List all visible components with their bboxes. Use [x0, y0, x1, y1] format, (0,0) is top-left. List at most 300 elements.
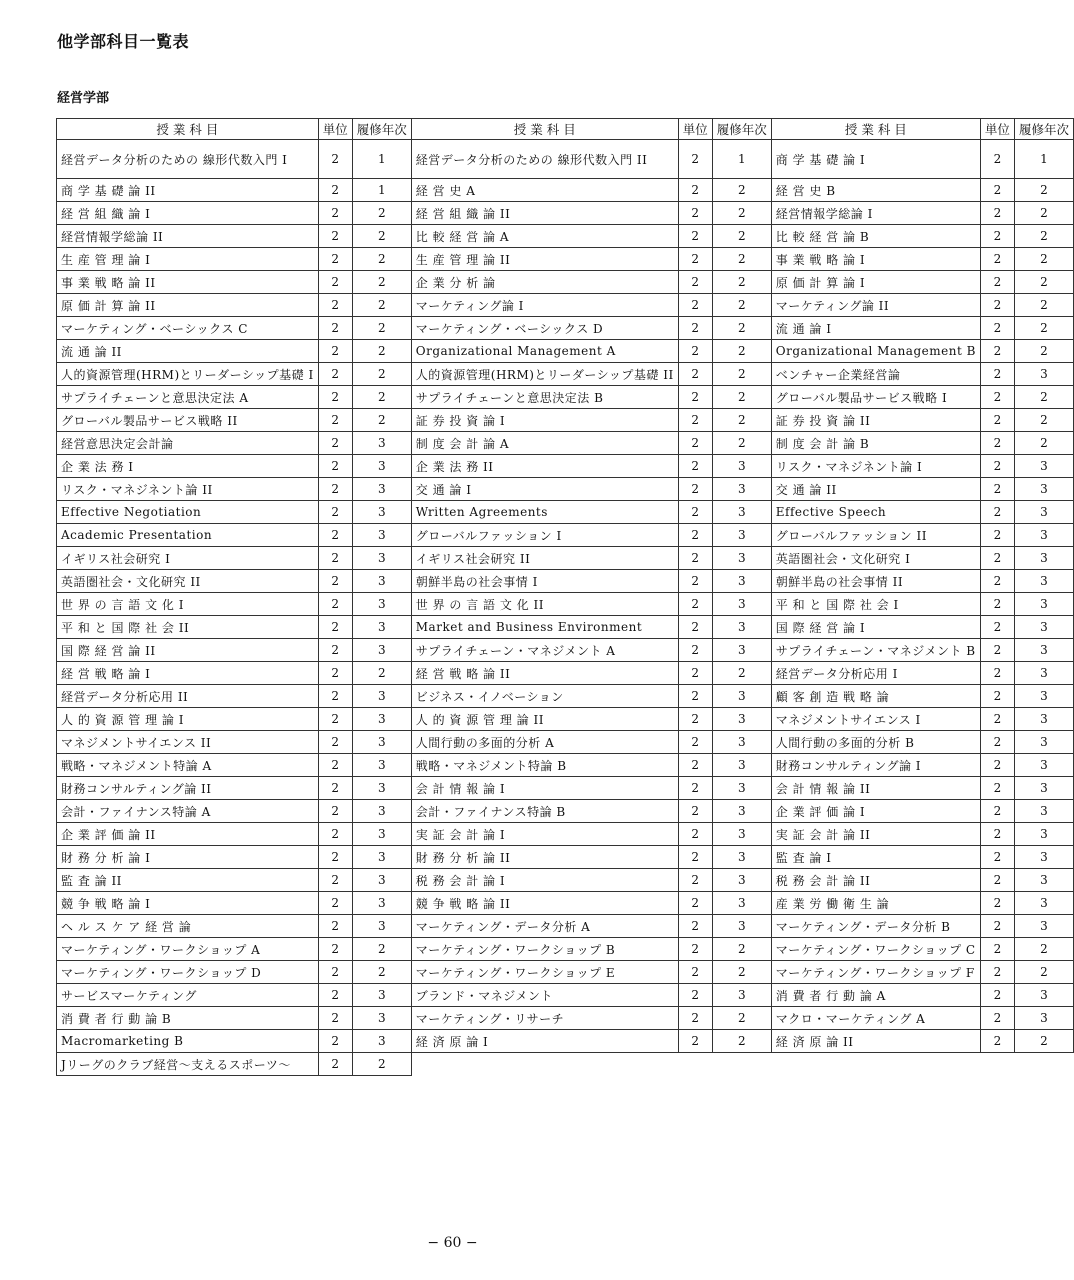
- course-name-cell: Academic Presentation: [57, 524, 319, 547]
- course-name-cell: 企 業 評 価 論 II: [57, 823, 319, 846]
- course-units-cell: 2: [980, 432, 1014, 455]
- course-year-cell: 2: [712, 225, 771, 248]
- course-name-cell: 税 務 会 計 論 II: [771, 869, 980, 892]
- course-name-cell: 人的資源管理(HRM)とリーダーシップ基礎 II: [411, 363, 678, 386]
- course-name-cell: 企 業 法 務 II: [411, 455, 678, 478]
- course-name-cell: イギリス社会研究 II: [411, 547, 678, 570]
- course-units-cell: 2: [678, 754, 712, 777]
- empty-cell: [980, 1053, 1014, 1076]
- course-units-cell: 2: [318, 593, 352, 616]
- course-year-cell: 2: [712, 386, 771, 409]
- subject-header: 授 業 科 目: [57, 119, 319, 140]
- course-name-cell: Organizational Management A: [411, 340, 678, 363]
- course-year-cell: 2: [712, 317, 771, 340]
- course-name-cell: 国 際 経 営 論 II: [57, 639, 319, 662]
- course-units-cell: 2: [678, 340, 712, 363]
- table-row: [57, 915, 1074, 938]
- course-name-cell: 監 査 論 I: [771, 846, 980, 869]
- course-units-cell: 2: [980, 202, 1014, 225]
- course-units-cell: 2: [678, 846, 712, 869]
- course-units-cell: 2: [318, 984, 352, 1007]
- course-name-cell: 制 度 会 計 論 B: [771, 432, 980, 455]
- course-units-cell: 2: [318, 294, 352, 317]
- course-units-cell: 2: [318, 800, 352, 823]
- course-year-cell: 2: [1014, 317, 1073, 340]
- course-units-cell: 2: [318, 317, 352, 340]
- table-row: [57, 754, 1074, 777]
- course-name-cell: マーケティング・ワークショップ B: [411, 938, 678, 961]
- course-name-cell: 財 務 分 析 論 I: [57, 846, 319, 869]
- course-units-cell: 2: [980, 708, 1014, 731]
- course-year-cell: 2: [712, 409, 771, 432]
- course-year-cell: 2: [712, 938, 771, 961]
- course-year-cell: 3: [1014, 915, 1073, 938]
- course-name-cell: 事 業 戦 略 論 II: [57, 271, 319, 294]
- course-year-cell: 3: [712, 777, 771, 800]
- course-units-cell: 2: [318, 1053, 352, 1076]
- course-year-cell: 3: [712, 984, 771, 1007]
- course-name-cell: 朝鮮半島の社会事情 I: [411, 570, 678, 593]
- course-year-cell: 2: [1014, 248, 1073, 271]
- course-name-cell: マーケティング・データ分析 A: [411, 915, 678, 938]
- table-row: [57, 294, 1074, 317]
- course-units-cell: 2: [318, 432, 352, 455]
- course-name-cell: 経 営 組 織 論 II: [411, 202, 678, 225]
- year-header: 履修年次: [1014, 119, 1073, 140]
- header-row: [57, 119, 1074, 140]
- course-year-cell: 2: [712, 340, 771, 363]
- course-name-cell: 交 通 論 II: [771, 478, 980, 501]
- course-units-cell: 2: [318, 754, 352, 777]
- course-year-cell: 3: [712, 547, 771, 570]
- course-year-cell: 3: [712, 892, 771, 915]
- course-year-cell: 3: [352, 754, 411, 777]
- course-name-cell: グローバルファッション II: [771, 524, 980, 547]
- table-row: [57, 570, 1074, 593]
- table-row: [57, 140, 1074, 179]
- course-units-cell: 2: [678, 708, 712, 731]
- course-name-cell: サプライチェーンと意思決定法 B: [411, 386, 678, 409]
- course-year-cell: 3: [352, 547, 411, 570]
- course-year-cell: 3: [712, 593, 771, 616]
- course-year-cell: 3: [712, 800, 771, 823]
- course-table: [56, 118, 1074, 1076]
- course-units-cell: 2: [980, 685, 1014, 708]
- course-units-cell: 2: [678, 225, 712, 248]
- course-year-cell: 3: [712, 501, 771, 524]
- table-row: [57, 432, 1074, 455]
- course-units-cell: 2: [980, 869, 1014, 892]
- course-units-cell: 2: [678, 685, 712, 708]
- course-units-cell: 2: [980, 501, 1014, 524]
- course-name-cell: 商 学 基 礎 論 I: [771, 140, 980, 179]
- course-name-cell: Jリーグのクラブ経営〜支えるスポーツ〜: [57, 1053, 319, 1076]
- course-name-cell: 朝鮮半島の社会事情 II: [771, 570, 980, 593]
- course-name-cell: 企 業 法 務 I: [57, 455, 319, 478]
- course-year-cell: 3: [352, 455, 411, 478]
- course-units-cell: 2: [318, 501, 352, 524]
- course-units-cell: 2: [318, 892, 352, 915]
- course-name-cell: 会計・ファイナンス特論 A: [57, 800, 319, 823]
- course-name-cell: 制 度 会 計 論 A: [411, 432, 678, 455]
- course-year-cell: 2: [712, 294, 771, 317]
- course-name-cell: 平 和 と 国 際 社 会 II: [57, 616, 319, 639]
- course-year-cell: 3: [1014, 639, 1073, 662]
- course-name-cell: 実 証 会 計 論 I: [411, 823, 678, 846]
- table-row: [57, 961, 1074, 984]
- course-units-cell: 2: [318, 225, 352, 248]
- course-year-cell: 3: [1014, 823, 1073, 846]
- course-year-cell: 3: [712, 823, 771, 846]
- course-year-cell: 2: [352, 1053, 411, 1076]
- table-row: [57, 823, 1074, 846]
- table-row: [57, 984, 1074, 1007]
- course-name-cell: 消 費 者 行 動 論 A: [771, 984, 980, 1007]
- course-name-cell: 財務コンサルティング論 II: [57, 777, 319, 800]
- course-name-cell: 世 界 の 言 語 文 化 II: [411, 593, 678, 616]
- course-name-cell: 流 通 論 I: [771, 317, 980, 340]
- course-year-cell: 3: [352, 524, 411, 547]
- course-name-cell: 経 営 戦 略 論 I: [57, 662, 319, 685]
- course-name-cell: 世 界 の 言 語 文 化 I: [57, 593, 319, 616]
- course-name-cell: ヘ ル ス ケ ア 経 営 論: [57, 915, 319, 938]
- course-units-cell: 2: [678, 501, 712, 524]
- course-units-cell: 2: [678, 179, 712, 202]
- course-year-cell: 3: [1014, 547, 1073, 570]
- empty-cell: [1014, 1053, 1073, 1076]
- course-units-cell: 2: [678, 777, 712, 800]
- year-header: 履修年次: [712, 119, 771, 140]
- course-name-cell: リスク・マネジネント論 II: [57, 478, 319, 501]
- course-year-cell: 1: [1014, 140, 1073, 179]
- course-units-cell: 2: [318, 386, 352, 409]
- course-name-cell: 平 和 と 国 際 社 会 I: [771, 593, 980, 616]
- table-row: [57, 777, 1074, 800]
- course-name-cell: 財務コンサルティング論 I: [771, 754, 980, 777]
- course-units-cell: 2: [980, 570, 1014, 593]
- course-units-cell: 2: [318, 777, 352, 800]
- course-units-cell: 2: [318, 731, 352, 754]
- course-units-cell: 2: [980, 639, 1014, 662]
- course-units-cell: 2: [678, 1030, 712, 1053]
- course-name-cell: マーケティング・ワークショップ D: [57, 961, 319, 984]
- course-name-cell: マーケティング・ワークショップ A: [57, 938, 319, 961]
- course-name-cell: ビジネス・イノベーション: [411, 685, 678, 708]
- course-units-cell: 2: [678, 524, 712, 547]
- table-row: [57, 1053, 1074, 1076]
- table-row: [57, 892, 1074, 915]
- course-year-cell: 1: [712, 140, 771, 179]
- course-year-cell: 2: [352, 386, 411, 409]
- course-name-cell: 競 争 戦 略 論 II: [411, 892, 678, 915]
- course-year-cell: 3: [352, 616, 411, 639]
- course-units-cell: 2: [678, 271, 712, 294]
- table-row: [57, 547, 1074, 570]
- table-row: [57, 846, 1074, 869]
- table-row: [57, 616, 1074, 639]
- course-name-cell: 人間行動の多面的分析 A: [411, 731, 678, 754]
- course-units-cell: 2: [678, 639, 712, 662]
- course-units-cell: 2: [318, 409, 352, 432]
- course-units-cell: 2: [980, 1007, 1014, 1030]
- course-name-cell: サプライチェーンと意思決定法 A: [57, 386, 319, 409]
- course-units-cell: 2: [678, 593, 712, 616]
- course-units-cell: 2: [980, 915, 1014, 938]
- empty-cell: [411, 1053, 678, 1076]
- course-year-cell: 3: [1014, 501, 1073, 524]
- course-name-cell: サプライチェーン・マネジメント B: [771, 639, 980, 662]
- course-name-cell: サプライチェーン・マネジメント A: [411, 639, 678, 662]
- course-name-cell: 事 業 戦 略 論 I: [771, 248, 980, 271]
- course-units-cell: 2: [980, 777, 1014, 800]
- table-row: [57, 731, 1074, 754]
- course-name-cell: 顧 客 創 造 戦 略 論: [771, 685, 980, 708]
- course-units-cell: 2: [678, 363, 712, 386]
- course-name-cell: 経 営 組 織 論 I: [57, 202, 319, 225]
- course-year-cell: 2: [352, 202, 411, 225]
- course-year-cell: 2: [1014, 386, 1073, 409]
- course-name-cell: 経 営 史 B: [771, 179, 980, 202]
- course-year-cell: 3: [352, 1030, 411, 1053]
- course-name-cell: 消 費 者 行 動 論 B: [57, 1007, 319, 1030]
- course-year-cell: 2: [352, 248, 411, 271]
- course-name-cell: マーケティング論 II: [771, 294, 980, 317]
- subject-header: 授 業 科 目: [411, 119, 678, 140]
- course-units-cell: 2: [678, 248, 712, 271]
- course-year-cell: 2: [352, 271, 411, 294]
- course-year-cell: 2: [1014, 1030, 1073, 1053]
- course-year-cell: 3: [352, 639, 411, 662]
- empty-cell: [678, 1053, 712, 1076]
- course-name-cell: 会 計 情 報 論 II: [771, 777, 980, 800]
- course-year-cell: 3: [352, 892, 411, 915]
- course-units-cell: 2: [678, 892, 712, 915]
- course-units-cell: 2: [678, 984, 712, 1007]
- course-units-cell: 2: [980, 662, 1014, 685]
- course-year-cell: 2: [1014, 961, 1073, 984]
- course-units-cell: 2: [678, 616, 712, 639]
- course-year-cell: 2: [352, 363, 411, 386]
- empty-cell: [771, 1053, 980, 1076]
- course-year-cell: 3: [712, 915, 771, 938]
- course-name-cell: 経営意思決定会計論: [57, 432, 319, 455]
- course-units-cell: 2: [318, 685, 352, 708]
- course-units-cell: 2: [318, 869, 352, 892]
- course-name-cell: マネジメントサイエンス II: [57, 731, 319, 754]
- course-year-cell: 2: [712, 363, 771, 386]
- course-units-cell: 2: [678, 455, 712, 478]
- course-name-cell: 戦略・マネジメント特論 B: [411, 754, 678, 777]
- table-row: [57, 409, 1074, 432]
- course-name-cell: サービスマーケティング: [57, 984, 319, 1007]
- table-row: [57, 455, 1074, 478]
- table-row: [57, 179, 1074, 202]
- course-year-cell: 3: [1014, 777, 1073, 800]
- course-units-cell: 2: [678, 961, 712, 984]
- course-units-cell: 2: [980, 846, 1014, 869]
- course-name-cell: マーケティング・ベーシックス D: [411, 317, 678, 340]
- table-row: [57, 1007, 1074, 1030]
- course-name-cell: 原 価 計 算 論 I: [771, 271, 980, 294]
- course-name-cell: マーケティング・リサーチ: [411, 1007, 678, 1030]
- table-row: [57, 869, 1074, 892]
- course-year-cell: 3: [712, 685, 771, 708]
- course-units-cell: 2: [318, 1007, 352, 1030]
- course-name-cell: 人的資源管理(HRM)とリーダーシップ基礎 I: [57, 363, 319, 386]
- course-units-cell: 2: [678, 938, 712, 961]
- course-year-cell: 2: [1014, 202, 1073, 225]
- course-name-cell: 戦略・マネジメント特論 A: [57, 754, 319, 777]
- course-units-cell: 2: [980, 938, 1014, 961]
- course-units-cell: 2: [318, 823, 352, 846]
- course-year-cell: 2: [352, 294, 411, 317]
- course-year-cell: 2: [352, 961, 411, 984]
- course-units-cell: 2: [980, 800, 1014, 823]
- course-units-cell: 2: [678, 386, 712, 409]
- course-year-cell: 3: [712, 869, 771, 892]
- course-year-cell: 3: [712, 478, 771, 501]
- course-name-cell: 人間行動の多面的分析 B: [771, 731, 980, 754]
- course-year-cell: 2: [352, 340, 411, 363]
- course-name-cell: マーケティング・ワークショップ F: [771, 961, 980, 984]
- course-year-cell: 3: [352, 570, 411, 593]
- course-year-cell: 2: [712, 179, 771, 202]
- course-year-cell: 3: [352, 915, 411, 938]
- course-units-cell: 2: [678, 547, 712, 570]
- course-year-cell: 2: [352, 317, 411, 340]
- course-year-cell: 3: [1014, 685, 1073, 708]
- course-name-cell: 産 業 労 働 衛 生 論: [771, 892, 980, 915]
- course-units-cell: 2: [318, 140, 352, 179]
- course-year-cell: 2: [712, 432, 771, 455]
- course-units-cell: 2: [980, 179, 1014, 202]
- course-year-cell: 1: [352, 140, 411, 179]
- course-units-cell: 2: [318, 938, 352, 961]
- course-name-cell: 経 営 戦 略 論 II: [411, 662, 678, 685]
- course-units-cell: 2: [980, 455, 1014, 478]
- course-name-cell: イギリス社会研究 I: [57, 547, 319, 570]
- empty-cell: [712, 1053, 771, 1076]
- course-year-cell: 3: [352, 432, 411, 455]
- course-year-cell: 2: [712, 202, 771, 225]
- course-units-cell: 2: [678, 409, 712, 432]
- course-year-cell: 3: [352, 593, 411, 616]
- course-units-cell: 2: [980, 593, 1014, 616]
- course-year-cell: 2: [712, 1030, 771, 1053]
- course-year-cell: 3: [712, 846, 771, 869]
- course-name-cell: 生 産 管 理 論 II: [411, 248, 678, 271]
- course-year-cell: 2: [1014, 294, 1073, 317]
- course-name-cell: Effective Negotiation: [57, 501, 319, 524]
- course-year-cell: 3: [352, 823, 411, 846]
- course-units-cell: 2: [980, 1030, 1014, 1053]
- course-units-cell: 2: [318, 202, 352, 225]
- course-year-cell: 1: [352, 179, 411, 202]
- course-units-cell: 2: [980, 892, 1014, 915]
- course-year-cell: 3: [1014, 593, 1073, 616]
- course-year-cell: 2: [352, 409, 411, 432]
- course-year-cell: 3: [1014, 616, 1073, 639]
- course-year-cell: 3: [1014, 800, 1073, 823]
- course-units-cell: 2: [318, 616, 352, 639]
- course-name-cell: 会計・ファイナンス特論 B: [411, 800, 678, 823]
- course-year-cell: 3: [1014, 731, 1073, 754]
- course-name-cell: Market and Business Environment: [411, 616, 678, 639]
- course-units-cell: 2: [678, 1007, 712, 1030]
- course-name-cell: マーケティング・ワークショップ C: [771, 938, 980, 961]
- table-row: [57, 340, 1074, 363]
- course-name-cell: 監 査 論 II: [57, 869, 319, 892]
- course-name-cell: 流 通 論 II: [57, 340, 319, 363]
- course-name-cell: 企 業 分 析 論: [411, 271, 678, 294]
- course-name-cell: 企 業 評 価 論 I: [771, 800, 980, 823]
- course-year-cell: 3: [1014, 846, 1073, 869]
- course-units-cell: 2: [318, 455, 352, 478]
- course-name-cell: 国 際 経 営 論 I: [771, 616, 980, 639]
- course-units-cell: 2: [678, 317, 712, 340]
- course-year-cell: 2: [1014, 409, 1073, 432]
- course-units-cell: 2: [980, 386, 1014, 409]
- course-units-cell: 2: [980, 961, 1014, 984]
- course-name-cell: 実 証 会 計 論 II: [771, 823, 980, 846]
- course-year-cell: 3: [1014, 478, 1073, 501]
- course-name-cell: 経営情報学総論 I: [771, 202, 980, 225]
- table-row: [57, 225, 1074, 248]
- course-units-cell: 2: [318, 662, 352, 685]
- course-year-cell: 3: [1014, 984, 1073, 1007]
- course-year-cell: 3: [1014, 1007, 1073, 1030]
- course-name-cell: マーケティング・データ分析 B: [771, 915, 980, 938]
- course-year-cell: 3: [352, 501, 411, 524]
- course-year-cell: 2: [712, 1007, 771, 1030]
- course-units-cell: 2: [318, 915, 352, 938]
- course-units-cell: 2: [678, 823, 712, 846]
- course-year-cell: 3: [1014, 892, 1073, 915]
- course-year-cell: 3: [1014, 570, 1073, 593]
- page-title: 他学部科目一覧表: [57, 32, 190, 51]
- course-year-cell: 2: [1014, 225, 1073, 248]
- table-row: [57, 593, 1074, 616]
- course-year-cell: 2: [1014, 432, 1073, 455]
- course-name-cell: 財 務 分 析 論 II: [411, 846, 678, 869]
- course-units-cell: 2: [318, 363, 352, 386]
- table-row: [57, 248, 1074, 271]
- course-name-cell: 経営データ分析応用 I: [771, 662, 980, 685]
- course-units-cell: 2: [318, 639, 352, 662]
- units-header: 単位: [980, 119, 1014, 140]
- course-name-cell: リスク・マネジネント論 I: [771, 455, 980, 478]
- course-units-cell: 2: [318, 248, 352, 271]
- course-year-cell: 3: [712, 616, 771, 639]
- table-row: [57, 1030, 1074, 1053]
- course-units-cell: 2: [980, 616, 1014, 639]
- course-units-cell: 2: [318, 1030, 352, 1053]
- course-name-cell: 経 済 原 論 II: [771, 1030, 980, 1053]
- course-units-cell: 2: [678, 731, 712, 754]
- course-year-cell: 2: [712, 248, 771, 271]
- course-name-cell: 比 較 経 営 論 B: [771, 225, 980, 248]
- course-name-cell: 交 通 論 I: [411, 478, 678, 501]
- course-units-cell: 2: [678, 915, 712, 938]
- course-year-cell: 3: [712, 570, 771, 593]
- course-units-cell: 2: [980, 524, 1014, 547]
- course-year-cell: 3: [712, 708, 771, 731]
- course-year-cell: 3: [1014, 869, 1073, 892]
- course-year-cell: 3: [1014, 524, 1073, 547]
- course-name-cell: Organizational Management B: [771, 340, 980, 363]
- units-header: 単位: [318, 119, 352, 140]
- table-row: [57, 363, 1074, 386]
